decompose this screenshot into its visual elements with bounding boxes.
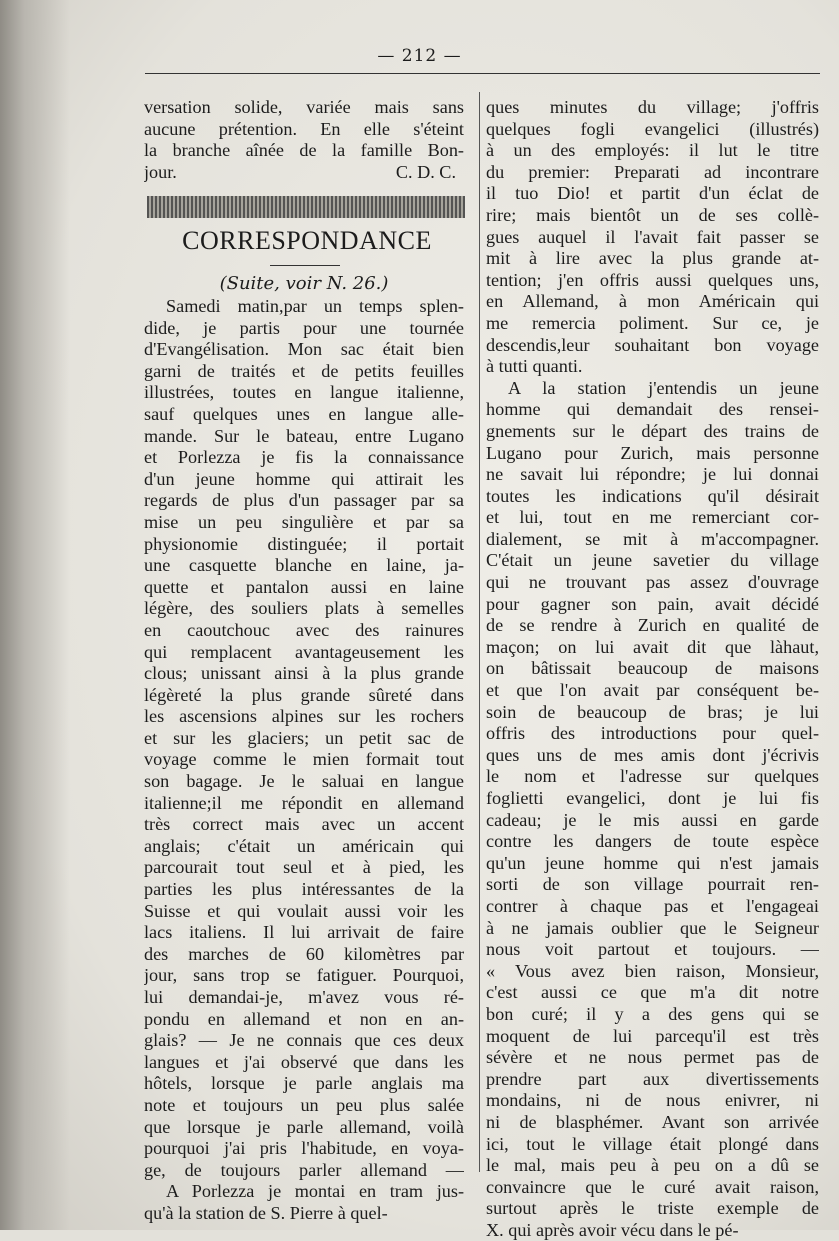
text-line: du premier: Preparati ad incontrare bbox=[486, 161, 819, 182]
text-line: homme qui demandait des rensei- bbox=[486, 399, 819, 420]
text-line: mit à lire avec la plus grande at- bbox=[486, 248, 819, 269]
text-line: de se rendre à Zurich en qualité de bbox=[486, 615, 819, 636]
text-line: qu'à la station de S. Pierre à quel- bbox=[144, 1202, 388, 1223]
text-line: qu'un jeune homme qui n'est jamais bbox=[486, 852, 819, 873]
text-line: mise un peu singulière et par sa bbox=[144, 511, 464, 532]
text-line: parties les plus intéressantes de la bbox=[144, 879, 464, 900]
page-edge-shadow bbox=[0, 0, 70, 1230]
text-line: bon curé; il y a des gens qui se bbox=[486, 1003, 819, 1024]
text-line: d'Evangélisation. Mon sac était bien bbox=[144, 339, 464, 360]
header-rule bbox=[145, 73, 820, 74]
text-line: gues auquel il l'avait fait passer se bbox=[486, 226, 819, 247]
text-line: note et toujours un peu plus salée bbox=[144, 1094, 464, 1115]
column-divider bbox=[479, 92, 480, 1172]
text-line: d'un jeune homme qui attirait les bbox=[144, 468, 464, 489]
text-line: contrer à chaque pas et l'engageai bbox=[486, 895, 819, 916]
text-line: A la station j'entendis un jeune bbox=[508, 377, 819, 398]
text-line: et Porlezza je fis la connaissance bbox=[144, 447, 464, 468]
text-line: Lugano pour Zurich, mais personne bbox=[486, 442, 819, 463]
text-line: moquent de lui parcequ'il est très bbox=[486, 1025, 819, 1046]
text-line: surtout après le triste exemple de bbox=[486, 1198, 819, 1219]
text-line: X. qui après avoir vécu dans le pé- bbox=[486, 1219, 739, 1240]
text-line: qui remplacent avantageusement les bbox=[144, 641, 464, 662]
text-line: cadeau; je le mis aussi en garde bbox=[486, 809, 819, 830]
text-line: parcourait tout seul et à pied, les bbox=[144, 857, 464, 878]
text-line: la branche aînée de la famille Bon- bbox=[144, 140, 464, 161]
text-line: c'est aussi ce que m'a dit notre bbox=[486, 982, 819, 1003]
text-line: italienne;il me répondit en allemand bbox=[144, 792, 464, 813]
text-line: gnements sur le départ des trains de bbox=[486, 420, 819, 441]
text-line: sévère et ne nous permet pas de bbox=[486, 1047, 819, 1068]
text-line: soin de beaucoup de bras; je lui bbox=[486, 701, 819, 722]
text-line: descendis,leur souhaitant bon voyage bbox=[486, 334, 819, 355]
text-line: « Vous avez bien raison, Monsieur, bbox=[486, 960, 819, 981]
text-line: glais? — Je ne connais que ces deux bbox=[144, 1030, 464, 1051]
text-line: il tuo Dio! et partit d'un éclat de bbox=[486, 183, 819, 204]
text-line: mondains, ni de nous enivrer, ni bbox=[486, 1090, 819, 1111]
text-line: légèreté la plus grande sûreté dans bbox=[144, 684, 464, 705]
text-line: une casquette blanche en laine, ja- bbox=[144, 555, 464, 576]
text-line: regards de plus d'un passager par sa bbox=[144, 490, 464, 511]
text-line: dialement, se mit à m'accompagner. bbox=[486, 528, 819, 549]
text-line: convaincre que le curé avait raison, bbox=[486, 1176, 819, 1197]
text-line: offris des introductions pour quel- bbox=[486, 723, 819, 744]
right-column-body bbox=[486, 97, 819, 1241]
text-line: lacs italiens. Il lui arrivait de faire bbox=[144, 922, 464, 943]
text-line: quette et pantalon aussi en laine bbox=[144, 576, 464, 597]
article-end bbox=[144, 97, 464, 183]
text-line: et que l'on avait par conséquent be- bbox=[486, 680, 819, 701]
text-line: des marches de 60 kilomètres par bbox=[144, 943, 464, 964]
text-line: clous; unissant ainsi à la plus grande bbox=[144, 663, 464, 684]
text-line: physionomie distinguée; il portait bbox=[144, 533, 464, 554]
continued-note: (Suite, voir N. 26.) bbox=[219, 273, 389, 294]
text-line: illustrées, toutes en langue italienne, bbox=[144, 382, 464, 403]
text-line: sauf quelques unes en langue alle- bbox=[144, 403, 464, 424]
text-line: sorti de son village pourrait ren- bbox=[486, 874, 819, 895]
text-line: pourquoi j'ai pris l'habitude, en voya- bbox=[144, 1138, 464, 1159]
text-line: ques minutes du village; j'offris bbox=[486, 97, 819, 117]
text-line: nous voit partout et toujours. — bbox=[486, 939, 819, 960]
text-line: mande. Sur le bateau, entre Lugano bbox=[144, 425, 464, 446]
text-line: Samedi matin,par un temps splen- bbox=[166, 296, 464, 316]
text-line: et sur les glaciers; un petit sac de bbox=[144, 727, 464, 748]
text-line: lui demandai-je, m'avez vous ré- bbox=[144, 987, 464, 1007]
text-line: on bâtissait beaucoup de maisons bbox=[486, 658, 819, 679]
page-number: — 212 — bbox=[377, 46, 462, 66]
text-line: pondu en allemand et non en an- bbox=[144, 1008, 464, 1029]
text-line: aucune prétention. En elle s'éteint bbox=[144, 118, 464, 139]
text-line: dide, je partis pour une tournée bbox=[144, 317, 464, 338]
text-line: ni de blasphémer. Avant son arrivée bbox=[486, 1111, 819, 1132]
text-line: toutes les indications qu'il désirait bbox=[486, 485, 819, 506]
text-line: maçon; on lui avait dit que làhaut, bbox=[486, 636, 819, 657]
text-line: et lui, tout en me remerciant cor- bbox=[486, 507, 819, 528]
left-column-body bbox=[144, 296, 464, 1225]
title-rule bbox=[270, 265, 340, 266]
text-line: ne savait lui répondre; je lui donnai bbox=[486, 464, 819, 485]
text-line: hôtels, lorsque je parle anglais ma bbox=[144, 1073, 464, 1094]
text-line: à un des employés: il lut le titre bbox=[486, 140, 819, 161]
text-line: très correct mais avec un accent bbox=[144, 814, 464, 835]
section-title: CORRESPONDANCE bbox=[182, 226, 432, 255]
text-line: garni de traités et de petits feuilles bbox=[144, 360, 464, 381]
text-line: A Porlezza je montai en tram jus- bbox=[166, 1181, 464, 1202]
text-line: ici, tout le village était plongé dans bbox=[486, 1133, 819, 1154]
text-line: à ne jamais oublier que le Seigneur bbox=[486, 917, 819, 938]
text-line: tention; j'en offris aussi quelques uns, bbox=[486, 269, 819, 290]
text-line: qui ne trouvant pas assez d'ouvrage bbox=[486, 572, 819, 593]
text-line: anglais; c'était un américain qui bbox=[144, 835, 464, 856]
text-line: C'était un jeune savetier du village bbox=[486, 550, 819, 571]
text-line: versation solide, variée mais sans bbox=[144, 97, 464, 117]
text-line: jour, sans trop se fatiguer. Pourquoi, bbox=[144, 965, 464, 986]
text-line: langues et j'ai observé que dans les bbox=[144, 1051, 464, 1072]
text-line: légère, des souliers plats à semelles bbox=[144, 598, 464, 619]
text-line: que lorsque je parle allemand, voilà bbox=[144, 1116, 464, 1137]
text-line: contre les dangers de toute espèce bbox=[486, 831, 819, 852]
text-line: ques uns de mes amis dont j'écrivis bbox=[486, 744, 819, 765]
text-line: Suisse et qui voulait aussi voir les bbox=[144, 900, 464, 921]
text-line: jour. bbox=[144, 161, 177, 182]
text-line: foglietti evangelici, dont je lui fis bbox=[486, 788, 819, 808]
text-line: pour gagner son pain, avait décidé bbox=[486, 593, 819, 614]
decorative-ornament-band bbox=[147, 196, 465, 218]
text-line: le nom et l'adresse sur quelques bbox=[486, 766, 819, 787]
text-line: en caoutchouc avec des rainures bbox=[144, 619, 464, 640]
text-line: en Allemand, à mon Américain qui bbox=[486, 291, 819, 312]
text-line: le mal, mais peu à peu on a dû se bbox=[486, 1155, 819, 1176]
article-signature: C. D. C. bbox=[395, 161, 456, 182]
text-line: me remercia poliment. Sur ce, je bbox=[486, 312, 819, 333]
text-line: les ascensions alpines sur les rochers bbox=[144, 706, 464, 727]
text-line: voyage comme le mien formait tout bbox=[144, 749, 464, 770]
text-line: à tutti quanti. bbox=[486, 356, 583, 377]
text-line: rire; mais bientôt un de ses collè- bbox=[486, 204, 819, 225]
text-line: son bagage. Je le saluai en langue bbox=[144, 771, 464, 792]
text-line: quelques fogli evangelici (illustrés) bbox=[486, 118, 819, 139]
text-line: prendre part aux divertissements bbox=[486, 1068, 819, 1089]
text-line: ge, de toujours parler allemand — bbox=[144, 1159, 464, 1180]
